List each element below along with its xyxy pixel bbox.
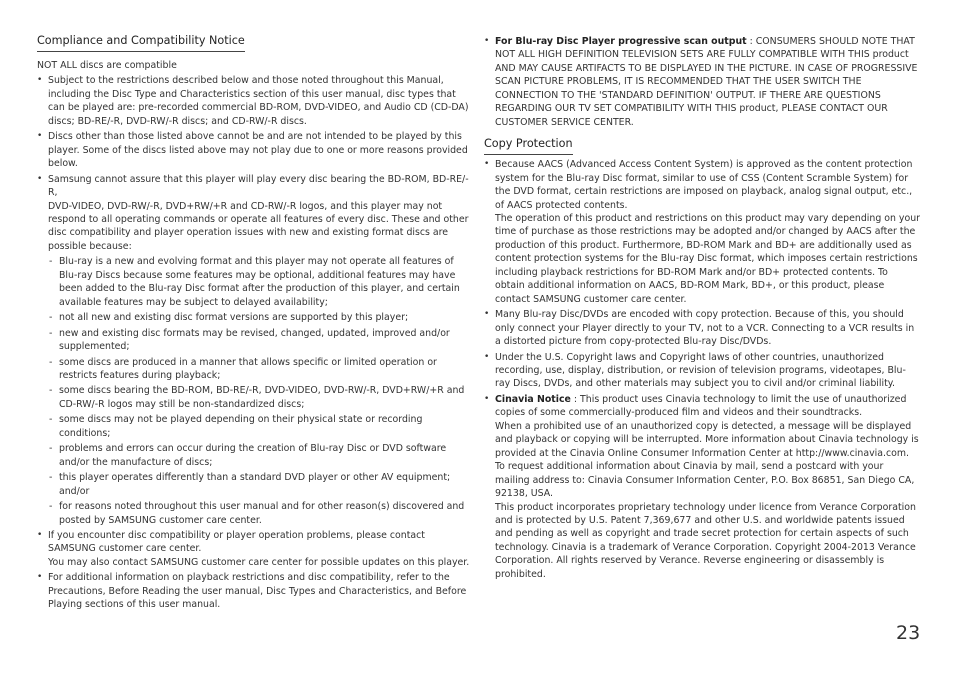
list-item: - for reasons noted throughout this user manual and for other reason(s) discovered and posted by SAMSUNG customer care center. [48,500,471,527]
list-item: - some discs bearing the BD-ROM, BD-RE/-R, DVD-VIDEO, DVD-RW/-R, DVD+RW/+R and CD-RW/-R logos may still be non-standardized discs; [48,384,471,411]
page-number: 23 [896,622,921,644]
copy-protection-section [484,137,920,581]
list-item [484,35,920,129]
paragraph: This product incorporates proprietary technology under licence from Verance Corporation and is protected by U.S. Patent 7,369,677 and other U.S. and worldwide patents issued and pending as well as copyright and trade secret protection for certain aspects of such technology. Cinavia is a trademark of Verance Corporation. Copyright 2004-2013 Verance Corporation. All rights reserved by Verance. Reverse engineering or disassembly is prohibited. [495,501,916,580]
paragraph: You may also contact SAMSUNG customer care center for possible updates on this player. [48,556,470,568]
list-item: - not all new and existing disc format versions are supported by this player; [48,311,471,324]
list-item [484,393,920,581]
reasons-list [48,255,471,527]
list-item: - this player operates differently than a standard DVD player or other AV equipment; and/or [48,471,471,498]
cinavia-text: : This product uses Cinavia technology to limit the use of unauthorized copies of some commercially-produced film and videos and their soundtracks. [495,393,907,419]
list-item: - new and existing disc formats may be revised, changed, updated, improved and/or supplemented; [48,327,471,354]
right-column [484,35,920,583]
list-item: - problems and errors can occur during the creation of Blu-ray Disc or DVD software and/or the manufacture of discs; [48,442,471,469]
paragraph: DVD-VIDEO, DVD-RW/-R, DVD+RW/+R and CD-RW/-R logos, and this player may not respond to all operating commands or operate all features of every disc. These and other disc compatibility and player operation issues with new and existing format discs are possible because: [48,200,469,252]
list-item: • For additional information on playback restrictions and disc compatibility, refer to the Precautions, Before Reading the user manual, Disc Types and Characteristics, and Before Playing sections of this user manual. [37,571,471,611]
scan-label: For Blu-ray Disc Player progressive scan output [495,36,747,47]
list-item: • Discs other than those listed above cannot be and are not intended to be played by this player. Some of the discs listed above may not play due to one or more reasons provided below. [37,130,471,170]
list-item [484,158,920,306]
list-item: • Many Blu-ray Disc/DVDs are encoded with copy protection. Because of this, you should only connect your Player directly to your TV, not to a VCR. Connecting to a VCR results in a distorted picture from copy-protected Blu-ray Disc/DVDs. [484,308,920,348]
list-item [37,529,471,569]
paragraph: • If you encounter disc compatibility or player operation problems, please contact SAMSUNG customer care center. [48,529,425,555]
list-item [37,173,471,527]
paragraph: The operation of this product and restrictions on this product may vary depending on your time of purchase as those restrictions may be adopted and/or changed by AACS after the production of this product. Furthermore, BD-ROM Mark and BD+ are additionally used as content protection systems for the Blu-ray Disc format, which imposes certain restrictions including playback restrictions for BD-ROM Mark and/or BD+ protected contents. To obtain additional information on AACS, BD-ROM Mark, BD+, or this product, please contact SAMSUNG customer care center. [495,212,920,305]
list-item: - Blu-ray is a new and evolving format and this player may not operate all features of Blu-ray Discs because some features may be optional, additional features may have been added to the Blu-ray Disc format after the production of this player, and certain available features may be subject to delayed availability; [48,255,471,309]
paragraph: When a prohibited use of an unauthorized copy is detected, a message will be displayed and playback or copying will be interrupted. More information about Cinavia technology is provided at the Cinavia Online Consumer Information Center at http://www.cinavia.com. To request additional information about Cinavia by mail, send a postcard with your mailing address to: Cinavia Consumer Information Center, P.O. Box 86851, San Diego CA, 92138, USA. [495,420,919,500]
left-column [37,34,471,614]
cinavia-intro [495,394,906,418]
copy-protection-heading: Copy Protection [484,137,573,155]
scan-list [484,35,920,129]
list-item: • Under the U.S. Copyright laws and Copyright laws of other countries, unauthorized recording, use, display, distribution, or revision of television programs, videotapes, Blu-ray Discs, DVDs, and other materials may subject you to civil and/or criminal liability. [484,351,920,391]
scan-text: : CONSUMERS SHOULD NOTE THAT NOT ALL HIGH DEFINITION TELEVISION SETS ARE FULLY COMPATIBLE WITH THIS product AND MAY CAUSE ARTIFACTS TO BE DISPLAYED IN THE PICTURE. IN CASE OF PROGRESSIVE SCAN PICTURE PROBLEMS, IT IS RECOMMENDED THAT THE USER SWITCH THE CONNECTION TO THE 'STANDARD DEFINITION' OUTPUT. IF THERE ARE QUESTIONS REGARDING OUR TV SET COMPATIBILITY WITH THIS product, PLEASE CONTACT OUR CUSTOMER SERVICE CENTER. [495,36,918,128]
cinavia-label: Cinavia Notice [495,393,571,405]
paragraph: • Because AACS (Advanced Access Content System) is approved as the content protection system for the Blu-ray Disc format, similar to use of CSS (Content Scramble System) for the DVD format, certain restrictions are imposed on playback, analog signal output, etc., of AACS protected contents. [495,159,913,211]
compatibility-lead: NOT ALL discs are compatible [37,60,177,71]
compliance-list [37,74,471,611]
copy-protection-list [484,158,920,581]
paragraph: • Samsung cannot assure that this player will play every disc bearing the BD-ROM, BD-RE/-R, [48,173,469,199]
list-item: - some discs may not be played depending on their physical state or recording conditions; [48,413,471,440]
list-item: - some discs are produced in a manner that allows specific or limited operation or restricts features during playback; [48,356,471,383]
list-item: • Subject to the restrictions described below and those noted throughout this Manual, including the Disc Type and Characteristics section of this user manual, disc types that can be played are: pre-recorded commercial BD-ROM, DVD-VIDEO, and Audio CD (CD-DA) discs; BD-RE/-R, DVD-RW/-R discs; and CD-RW/-R discs. [37,74,471,128]
compliance-heading: Compliance and Compatibility Notice [37,34,245,52]
